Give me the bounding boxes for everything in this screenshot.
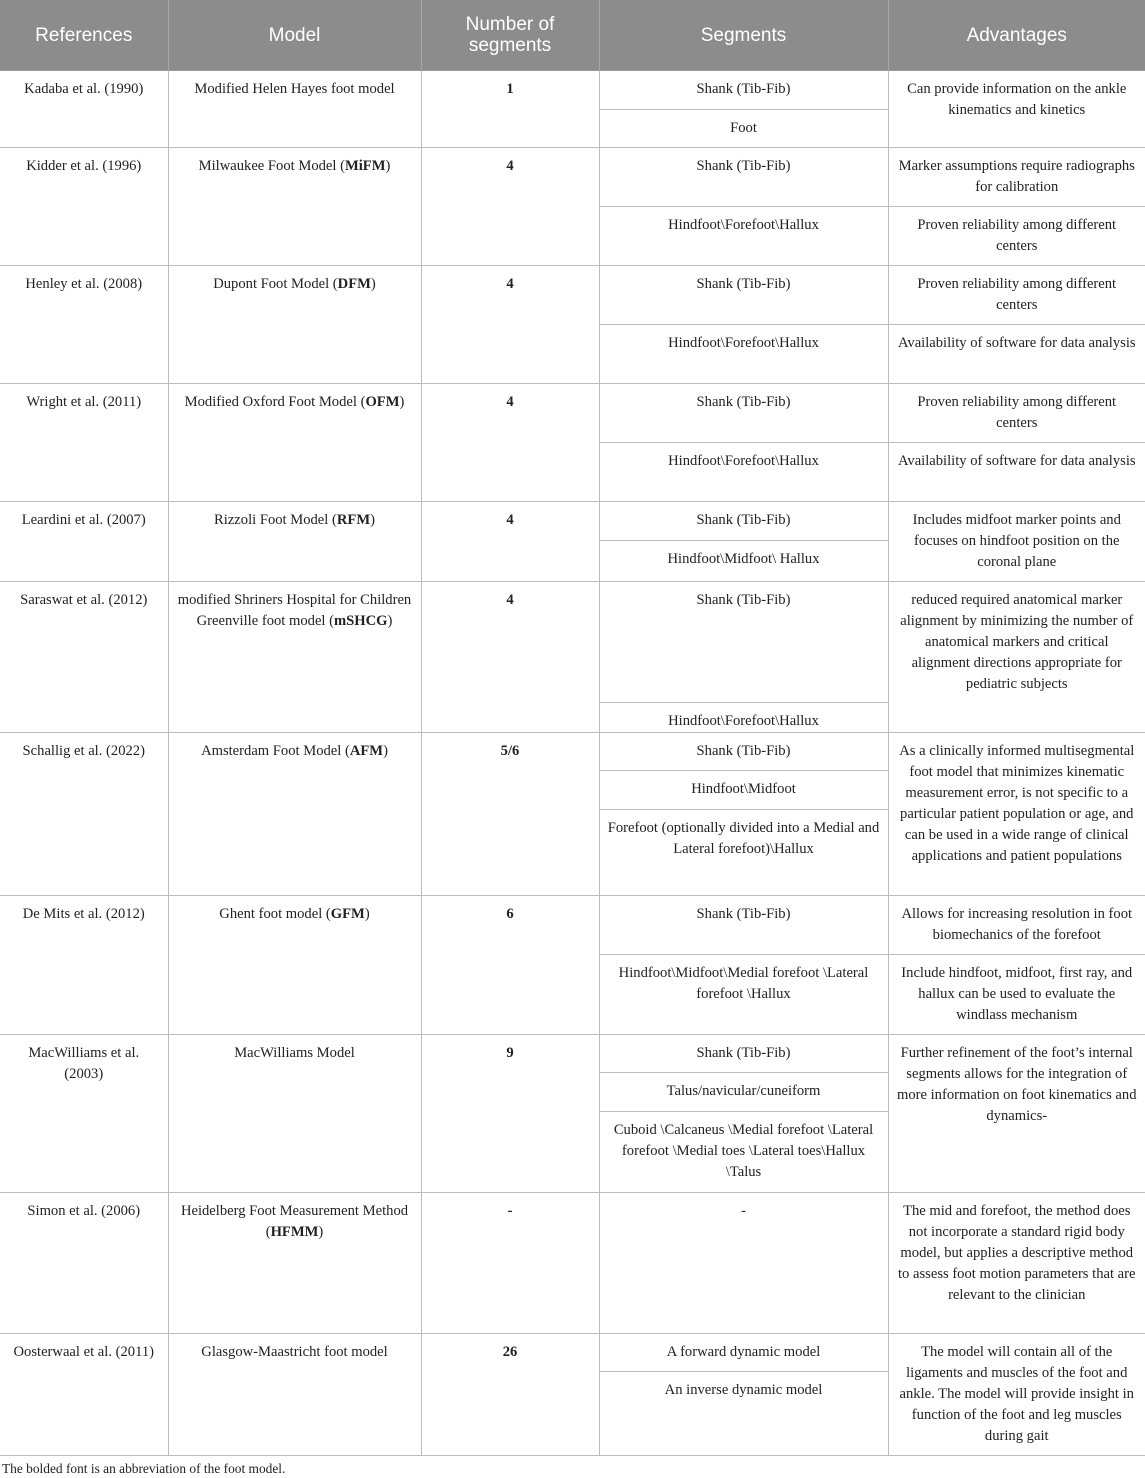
- cell-model: Amsterdam Foot Model (AFM): [168, 733, 421, 896]
- cell-advantage: Marker assumptions require radiographs for calibration: [888, 148, 1145, 207]
- cell-number-of-segments: 4: [421, 384, 599, 502]
- model-name: modified Shriners Hospital for Children Greenville foot model (: [177, 592, 412, 629]
- cell-model: Dupont Foot Model (DFM): [168, 266, 421, 384]
- cell-advantage: Availability of software for data analysis: [888, 443, 1145, 502]
- cell-reference: Wright et al. (2011): [0, 384, 168, 502]
- cell-advantage: Include hindfoot, midfoot, first ray, and hallux can be used to evaluate the windlass mechanism: [888, 955, 1145, 1035]
- model-name: Glasgow-Maastricht foot model: [201, 1344, 388, 1360]
- table-row: [0, 582, 1145, 703]
- model-abbreviation: HFMM: [270, 1224, 319, 1240]
- cell-advantage: Proven reliability among different centers: [888, 207, 1145, 266]
- cell-segment: Cuboid \Calcaneus \Medial forefoot \Lateral forefoot \Medial toes \Lateral toes\Hallux \Talus: [599, 1112, 888, 1193]
- cell-reference: Kidder et al. (1996): [0, 148, 168, 266]
- table-row: [0, 733, 1145, 771]
- cell-segment: -: [599, 1193, 888, 1334]
- table-row: [0, 1334, 1145, 1372]
- cell-advantage: Further refinement of the foot’s internal segments allows for the integration of more information on foot kinematics and dynamics-: [888, 1035, 1145, 1193]
- cell-advantage: Proven reliability among different centers: [888, 384, 1145, 443]
- cell-reference: MacWilliams et al. (2003): [0, 1035, 168, 1193]
- cell-segment: Shank (Tib-Fib): [599, 266, 888, 325]
- table-row: [0, 1035, 1145, 1073]
- model-name: Milwaukee Foot Model (: [198, 158, 345, 174]
- cell-segment: Forefoot (optionally divided into a Medial and Lateral forefoot)\Hallux: [599, 810, 888, 896]
- cell-model: modified Shriners Hospital for Children Greenville foot model (mSHCG): [168, 582, 421, 733]
- table-row: [0, 896, 1145, 955]
- header-segments: Segments: [599, 0, 888, 71]
- cell-number-of-segments: 4: [421, 502, 599, 582]
- cell-segment: Shank (Tib-Fib): [599, 384, 888, 443]
- cell-reference: De Mits et al. (2012): [0, 896, 168, 1035]
- cell-model: Modified Oxford Foot Model (OFM): [168, 384, 421, 502]
- cell-advantage: Can provide information on the ankle kinematics and kinetics: [888, 71, 1145, 148]
- cell-advantage: The model will contain all of the ligaments and muscles of the foot and ankle. The model will provide insight in function of the foot and leg muscles during gait: [888, 1334, 1145, 1456]
- cell-number-of-segments: 4: [421, 266, 599, 384]
- model-name: Modified Oxford Foot Model (: [184, 394, 366, 410]
- model-name: Amsterdam Foot Model (: [201, 743, 350, 759]
- model-name: Ghent foot model (: [219, 906, 331, 922]
- cell-model: [168, 1334, 421, 1456]
- table-row: [0, 502, 1145, 541]
- cell-number-of-segments: 9: [421, 1035, 599, 1193]
- table-row: [0, 266, 1145, 325]
- cell-number-of-segments: 5/6: [421, 733, 599, 896]
- cell-advantage: Proven reliability among different centers: [888, 266, 1145, 325]
- table-row: [0, 71, 1145, 110]
- model-abbreviation: MiFM: [344, 158, 386, 174]
- cell-advantage: Allows for increasing resolution in foot biomechanics of the forefoot: [888, 896, 1145, 955]
- model-name: Dupont Foot Model (: [213, 276, 338, 292]
- model-abbreviation: AFM: [349, 743, 384, 759]
- table-body: [0, 71, 1145, 1456]
- model-abbreviation: DFM: [337, 276, 371, 292]
- cell-segment: Hindfoot\Midfoot\ Hallux: [599, 541, 888, 582]
- cell-segment: Hindfoot\Forefoot\Hallux: [599, 443, 888, 502]
- cell-model: [168, 1035, 421, 1193]
- cell-segment: Shank (Tib-Fib): [599, 148, 888, 207]
- cell-reference: Leardini et al. (2007): [0, 502, 168, 582]
- table-footnote: The bolded font is an abbreviation of the foot model.: [2, 1461, 286, 1476]
- cell-segment: Foot: [599, 110, 888, 148]
- cell-segment: Shank (Tib-Fib): [599, 1035, 888, 1073]
- cell-model: Rizzoli Foot Model (RFM): [168, 502, 421, 582]
- cell-reference: Henley et al. (2008): [0, 266, 168, 384]
- cell-segment: Shank (Tib-Fib): [599, 502, 888, 541]
- cell-number-of-segments: 26: [421, 1334, 599, 1456]
- cell-reference: Schallig et al. (2022): [0, 733, 168, 896]
- cell-segment: Hindfoot\Forefoot\Hallux: [599, 325, 888, 384]
- cell-reference: Kadaba et al. (1990): [0, 71, 168, 148]
- cell-segment: Hindfoot\Forefoot\Hallux: [599, 703, 888, 733]
- cell-number-of-segments: 4: [421, 582, 599, 733]
- cell-model: Milwaukee Foot Model (MiFM): [168, 148, 421, 266]
- cell-segment: Shank (Tib-Fib): [599, 896, 888, 955]
- header-model: Model: [168, 0, 421, 71]
- model-abbreviation: OFM: [365, 394, 400, 410]
- table-row: [0, 384, 1145, 443]
- cell-model: [168, 71, 421, 148]
- model-name: MacWilliams Model: [234, 1045, 355, 1061]
- header-advantages: Advantages: [888, 0, 1145, 71]
- cell-segment: Shank (Tib-Fib): [599, 582, 888, 703]
- cell-segment: Hindfoot\Midfoot\Medial forefoot \Lateral forefoot \Hallux: [599, 955, 888, 1035]
- cell-advantage: Availability of software for data analysis: [888, 325, 1145, 384]
- cell-reference: Simon et al. (2006): [0, 1193, 168, 1334]
- cell-segment: Talus/navicular/cuneiform: [599, 1073, 888, 1112]
- cell-segment: Hindfoot\Midfoot: [599, 771, 888, 810]
- model-abbreviation: RFM: [336, 512, 371, 528]
- cell-reference: Saraswat et al. (2012): [0, 582, 168, 733]
- cell-number-of-segments: 1: [421, 71, 599, 148]
- cell-segment: Shank (Tib-Fib): [599, 733, 888, 771]
- cell-segment: An inverse dynamic model: [599, 1372, 888, 1456]
- cell-advantage: reduced required anatomical marker alignment by minimizing the number of anatomical markers and critical alignment directions appropriate for pediatric subjects: [888, 582, 1145, 733]
- cell-advantage: The mid and forefoot, the method does not incorporate a standard rigid body model, but applies a descriptive method to assess foot motion parameters that are relevant to the clinician: [888, 1193, 1145, 1334]
- cell-model: Heidelberg Foot Measurement Method (HFMM): [168, 1193, 421, 1334]
- model-name: Rizzoli Foot Model (: [214, 512, 337, 528]
- header-number-of-segments: Number of segments: [421, 0, 599, 71]
- cell-segment: A forward dynamic model: [599, 1334, 888, 1372]
- header-references: References: [0, 0, 168, 71]
- cell-segment: Hindfoot\Forefoot\Hallux: [599, 207, 888, 266]
- cell-advantage: Includes midfoot marker points and focuses on hindfoot position on the coronal plane: [888, 502, 1145, 582]
- cell-segment: Shank (Tib-Fib): [599, 71, 888, 110]
- model-name: Modified Helen Hayes foot model: [194, 81, 395, 97]
- model-abbreviation: mSHCG: [334, 613, 388, 629]
- cell-number-of-segments: -: [421, 1193, 599, 1334]
- cell-reference: Oosterwaal et al. (2011): [0, 1334, 168, 1456]
- cell-number-of-segments: 6: [421, 896, 599, 1035]
- header-row: [0, 0, 1145, 71]
- table-row: [0, 148, 1145, 207]
- cell-number-of-segments: 4: [421, 148, 599, 266]
- table-row: [0, 1193, 1145, 1334]
- cell-advantage: As a clinically informed multisegmental foot model that minimizes kinematic measurement error, is not specific to a particular patient population or age, and can be used in a wide range of clinical applications and patient populations: [888, 733, 1145, 896]
- cell-model: Ghent foot model (GFM): [168, 896, 421, 1035]
- model-name: Heidelberg Foot Measurement Method (: [180, 1203, 409, 1240]
- model-abbreviation: GFM: [330, 906, 365, 922]
